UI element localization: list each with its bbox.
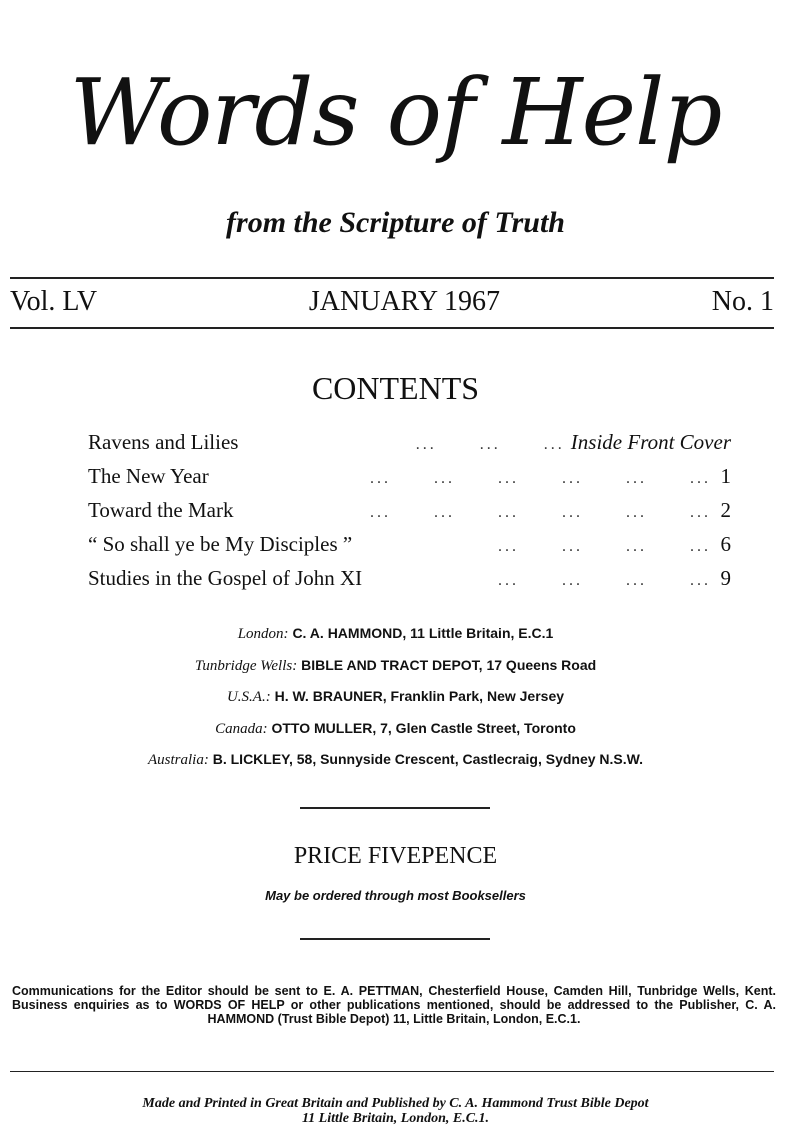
agent-detail: BIBLE AND TRACT DEPOT, 17 Queens Road: [301, 656, 597, 673]
agent-detail: C. A. HAMMOND, 11 Little Britain, E.C.1: [292, 625, 554, 641]
toc-entry-page: 2: [720, 498, 731, 522]
toc-entry-page: Inside Front Cover: [570, 430, 731, 454]
price-divider-bottom: [300, 938, 490, 940]
table-of-contents: [88, 430, 731, 600]
top-divider: [10, 277, 774, 279]
toc-leader-dots: ... ... ... ...: [498, 538, 711, 555]
toc-entry: [88, 464, 731, 498]
imprint-line-2: 11 Little Britain, London, E.C.1.: [301, 1111, 490, 1126]
agents-list: [0, 625, 791, 783]
imprint-line-1: Made and Printed in Great Britain and Published by C. A. Hammond Trust Bible Depot: [142, 1096, 649, 1111]
price-label: PRICE FIVEPENCE: [293, 843, 498, 869]
agent-tunbridge-wells: [0, 657, 791, 689]
toc-entry-title: Toward the Mark: [88, 498, 234, 522]
issue-divider: [10, 327, 774, 329]
price-note: May be ordered through most Booksellers: [265, 888, 526, 903]
toc-leader-dots: ... ... ... ... ... ...: [370, 504, 711, 521]
agent-canada: [0, 720, 791, 752]
issue-number: No. 1: [711, 286, 774, 317]
toc-entry-page: 1: [720, 464, 731, 488]
agent-place: Canada:: [215, 720, 268, 737]
toc-leader-dots: ... ... ...: [415, 436, 565, 453]
contents-heading: CONTENTS: [311, 370, 480, 406]
toc-entry: [88, 498, 731, 532]
editor-notice: Communications for the Editor should be sent to E. A. PETTMAN, Chesterfield House, Camden Hill, Tunbridge Wells, Kent. Business enquiries as to WORDS OF HELP or other publications mentioned, should be addressed to the Publisher, C. A. HAMMOND (Trust Bible Depot) 11, Little Britain, London, E.C.1.: [12, 984, 776, 1026]
agent-place: U.S.A.:: [226, 689, 271, 705]
agent-place: Australia:: [148, 752, 209, 768]
price-divider-top: [300, 807, 490, 809]
volume-label: Vol. LV: [10, 286, 98, 317]
agent-usa: [0, 688, 791, 720]
agent-detail: H. W. BRAUNER, Franklin Park, New Jersey: [274, 688, 565, 704]
toc-entry: [88, 532, 731, 566]
toc-entry-title: Ravens and Lilies: [88, 430, 239, 454]
agent-detail: B. LICKLEY, 58, Sunnyside Crescent, Castlecraig, Sydney N.S.W.: [212, 751, 643, 767]
masthead-title: Words of Help: [69, 59, 722, 166]
issue-line: [10, 286, 774, 318]
toc-entry: [88, 566, 731, 600]
toc-entry-title: The New Year: [88, 464, 209, 488]
agent-place: London:: [237, 626, 289, 642]
agent-london: [0, 625, 791, 657]
footer-divider: [10, 1071, 774, 1072]
agent-detail: OTTO MULLER, 7, Glen Castle Street, Toronto: [271, 719, 576, 736]
agent-australia: [0, 751, 791, 783]
agent-place: Tunbridge Wells:: [194, 657, 298, 674]
imprint: [0, 1096, 791, 1126]
toc-entry-title: Studies in the Gospel of John XI: [88, 566, 363, 590]
masthead-subtitle: from the Scripture of Truth: [226, 206, 565, 239]
toc-entry: [88, 430, 731, 464]
toc-entry-page: 9: [720, 566, 731, 590]
toc-entry-page: 6: [720, 532, 731, 556]
toc-entry-title: “ So shall ye be My Disciples ”: [88, 532, 353, 556]
toc-leader-dots: ... ... ... ...: [498, 572, 711, 589]
issue-date: JANUARY 1967: [308, 286, 500, 317]
toc-leader-dots: ... ... ... ... ... ...: [370, 470, 711, 487]
